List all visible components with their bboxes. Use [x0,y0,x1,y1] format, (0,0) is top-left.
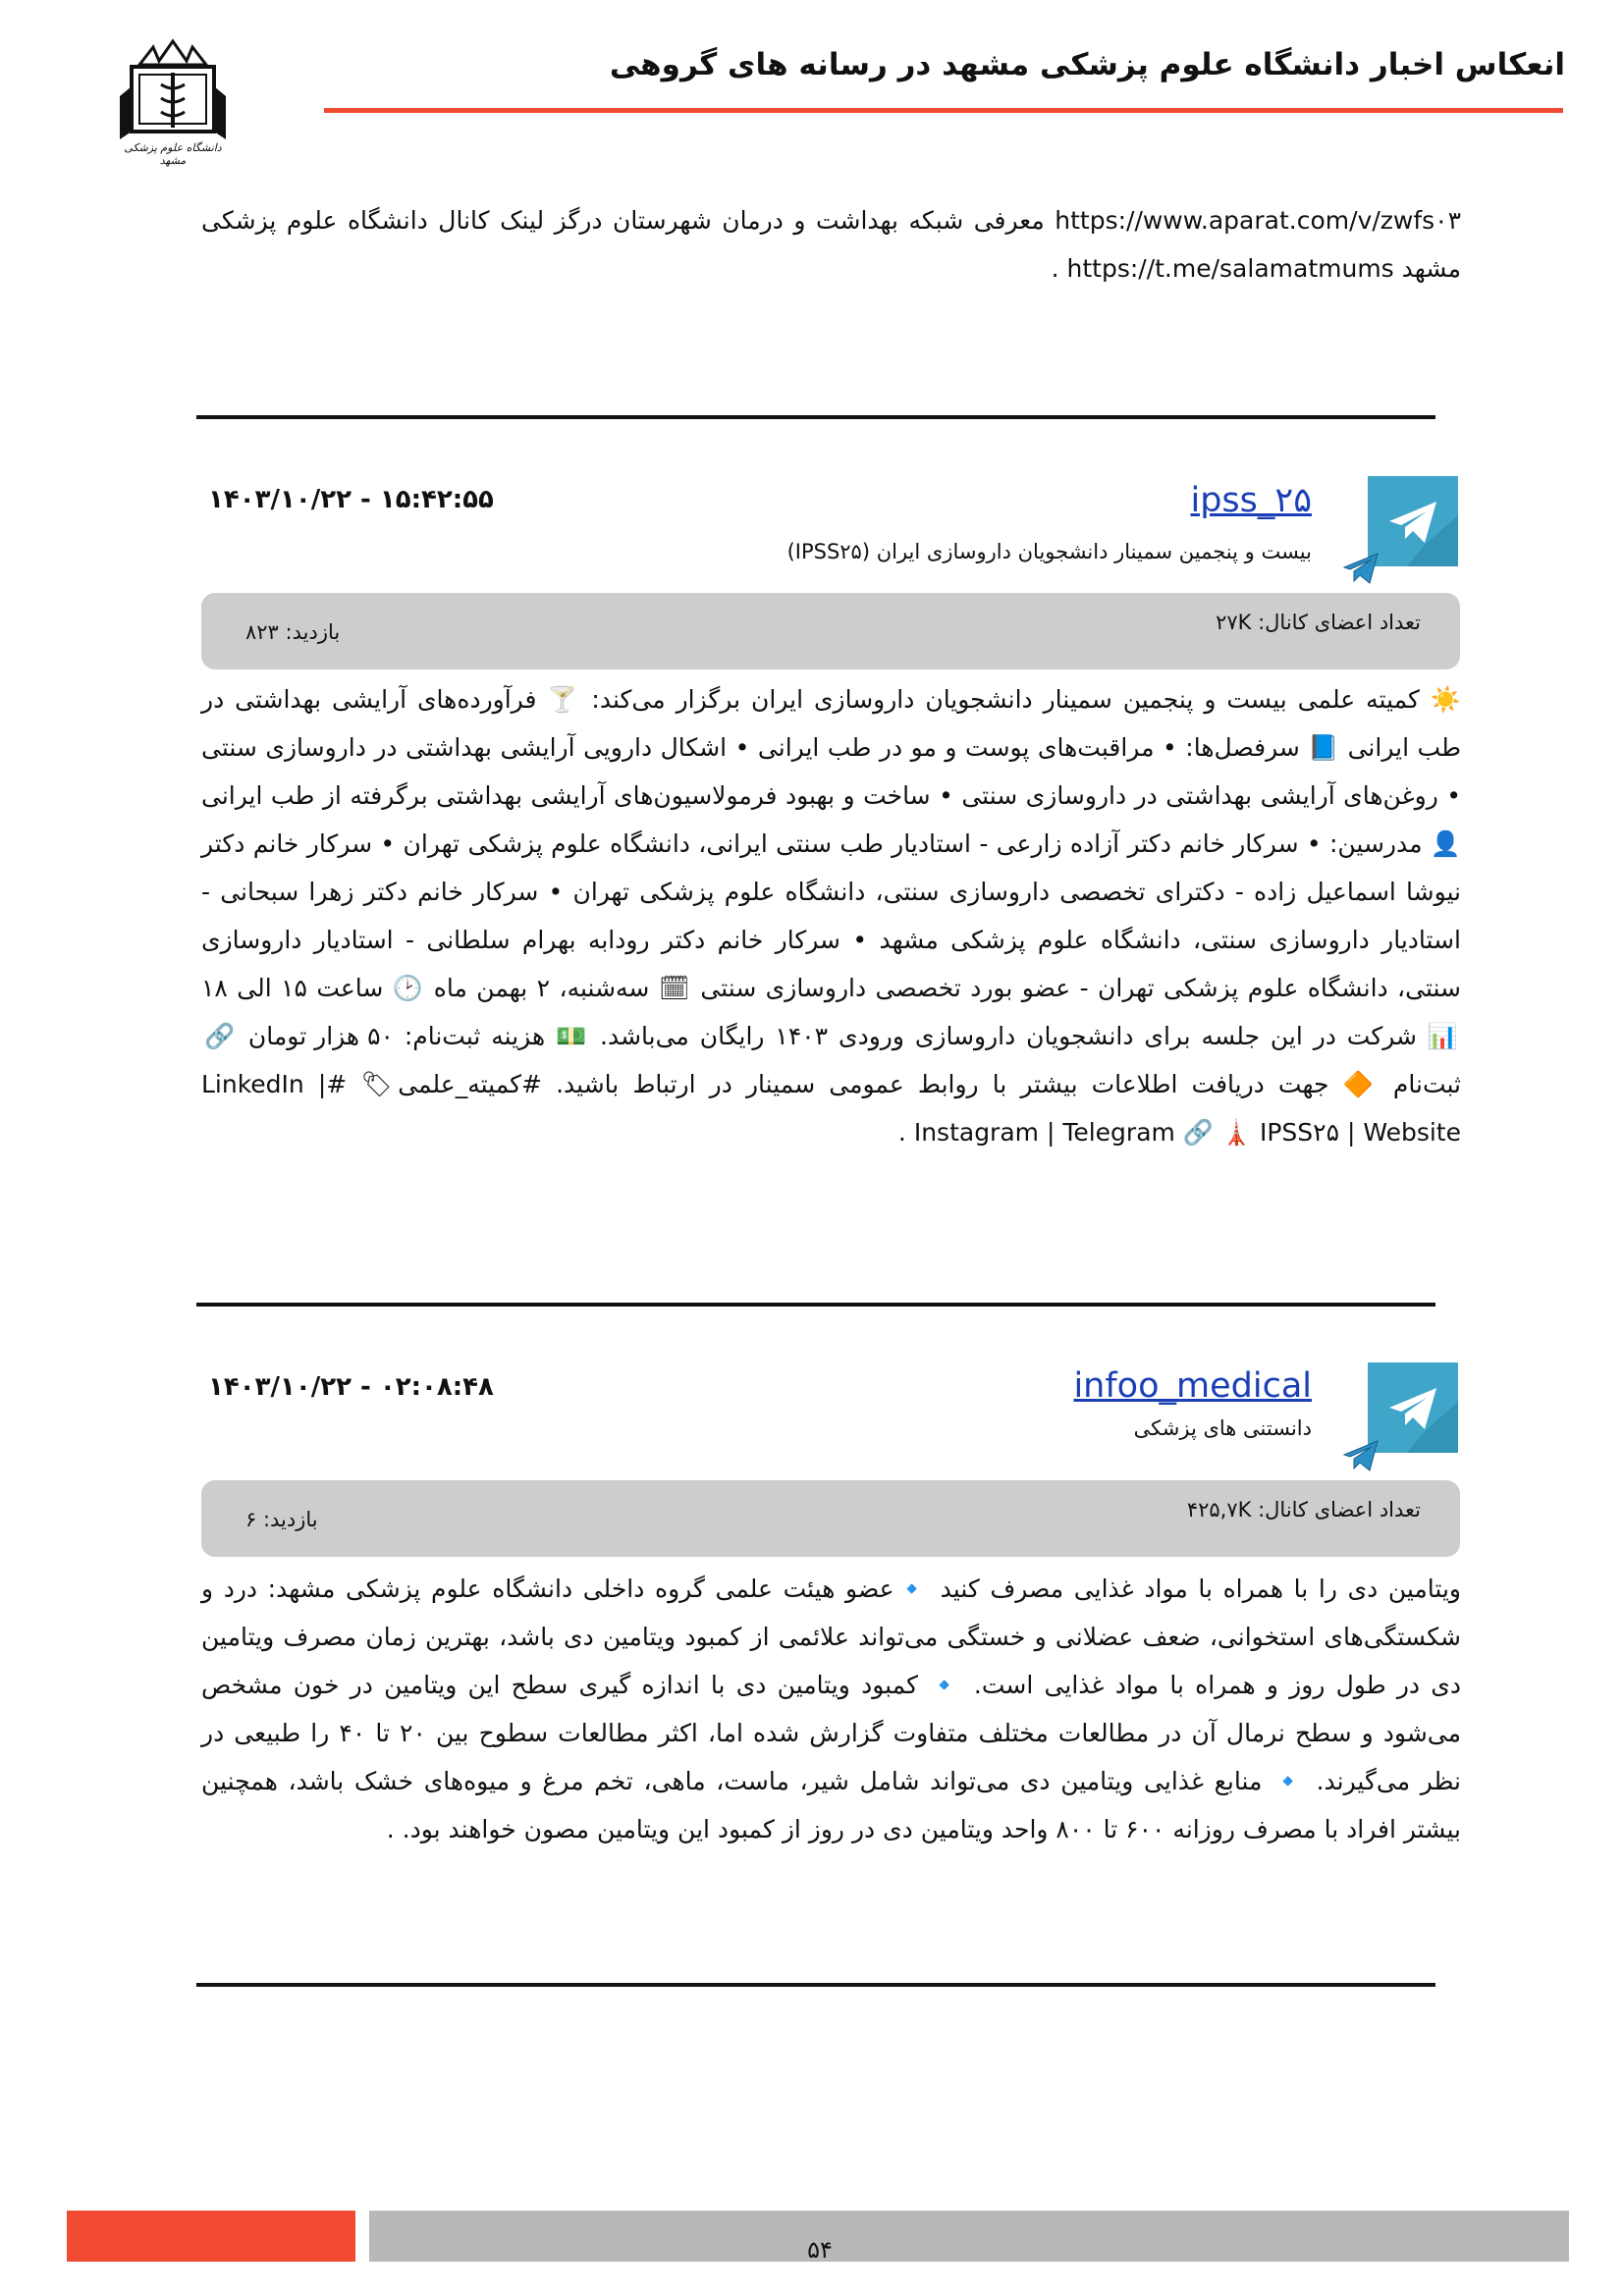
telegram-small-icon [1342,1439,1380,1472]
separator-line [196,1983,1435,1987]
post-1-views-count: بازدید: ۸۲۳ [245,620,341,644]
separator-line [196,1303,1435,1307]
post-2-channel-avatar [1368,1362,1458,1453]
post-2-body: ویتامین دی را با همراه با مواد غذایی مصرف کنید 🔹عضو هیئت علمی گروه داخلی دانشگاه علوم پزشکی مشهد: درد و شکستگی‌های استخوانی، ضعف عضلانی و خستگی می‌تواند علائمی از کمبود ویتامین دی باشد، بهترین زمان مصرف ویتامین دی در طول روز و همراه با مواد غذایی است. 🔹 کمبود ویتامین دی با اندازه گیری سطح این ویتامین در خون مشخص می‌شود و سطح نرمال آن در مطالعات مختلف متفاوت گزارش شده اما، اکثر مطالعات سطوح بین ۲۰ تا ۴۰ را طبیعی در نظر می‌گیرند. 🔹 منابع غذایی ویتامین دی می‌تواند شامل شیر، ماست، ماهی، تخم مرغ و میوه‌های خشک باشد، همچنین بیشتر افراد با مصرف روزانه ۶۰۰ تا ۸۰۰ واحد ویتامین دی در روز از کمبود این ویتامین مصون خواهند بود. . [201,1575,1462,1843]
footer-red-bar [67,2211,355,2262]
university-logo [110,37,236,165]
post-1-members-count: تعداد اعضای کانال: ۲۷K [1216,611,1421,634]
intro-text: https://www.aparat.com/v/zwfs۰۳ معرفی شبکه بهداشت و درمان شهرستان درگز لینک کانال دانشگاه علوم پزشکی مشهد https://t.me/salamatmums . [201,206,1461,283]
post-1-channel-avatar [1368,476,1458,566]
footer-gray-bar [369,2211,1569,2262]
post-2-channel-description: دانستنی های پزشکی [1133,1416,1312,1440]
telegram-small-icon [1342,552,1380,585]
post-2-date: ۱۴۰۳/۱۰/۲۲ - ۰۲:۰۸:۴۸ [208,1372,494,1402]
post-1-channel-link[interactable]: ipss_۲۵ [1190,481,1312,520]
page-number: ۵۴ [807,2236,833,2264]
post-2-views-count: بازدید: ۶ [245,1508,318,1531]
post-2-channel-link[interactable]: infoo_medical [1073,1366,1312,1406]
post-1-date: ۱۴۰۳/۱۰/۲۲ - ۱۵:۴۲:۵۵ [208,485,494,514]
logo-caption: دانشگاه علوم پزشکی مشهد [124,141,222,167]
separator-line [196,415,1435,419]
post-2-members-count: تعداد اعضای کانال: ۴۲۵,۷K [1186,1498,1421,1522]
header-rule [324,108,1563,113]
post-2-stats-box [201,1480,1460,1557]
telegram-icon [1368,1362,1458,1453]
telegram-icon [1368,476,1458,566]
post-1-stats-box [201,593,1460,669]
post-1-channel-description: بیست و پنجمین سمینار دانشجویان داروسازی ایران (IPSS۲۵) [786,540,1312,563]
post-1-body: ☀️ کمیته علمی بیست و پنجمین سمینار دانشجویان داروسازی ایران برگزار می‌کند: 🍸 فرآورده‌های آرایشی بهداشتی در طب ایرانی 📘 سرفصل‌ها: • مراقبت‌های پوست و مو در طب ایرانی • اشکال دارویی آرایشی بهداشتی در داروسازی سنتی • روغن‌های آرایشی بهداشتی در داروسازی سنتی • ساخت و بهبود فرمولاسیون‌های آرایشی بهداشتی برگرفته از طب ایرانی 👤 مدرسین: • سرکار خانم دکتر آزاده زارعی - استادیار طب سنتی ایرانی، دانشگاه علوم پزشکی تهران • سرکار خانم دکتر نیوشا اسماعیل زاده - دکترای تخصصی داروسازی سنتی، دانشگاه علوم پزشکی تهران • سرکار خانم دکتر زهرا سبحانی - استادیار داروسازی سنتی، دانشگاه علوم پزشکی مشهد • سرکار خانم دکتر رودابه بهرام سلطانی - استادیار داروسازی سنتی، دانشگاه علوم پزشکی تهران - عضو بورد تخصصی داروسازی سنتی 🗓 سه‌شنبه، ۲ بهمن ماه 🕑 ساعت ۱۵ الی ۱۸ 📊 شرکت در این جلسه برای دانشجویان داروسازی ورودی ۱۴۰۳ رایگان می‌باشد. 💵 هزینه ثبت‌نام: ۵۰ هزار تومان 🔗 ثبت‌نام 🔶 جهت دریافت اطلاعات بیشتر با روابط عمومی سمینار در ارتباط باشید. #کمیته_علمی🏷 #LinkedIn | Instagram | Telegram 🔗 🗼 IPSS۲۵ | Website . [201,685,1461,1147]
header-title: انعکاس اخبار دانشگاه علوم پزشکی مشهد در رسانه های گروهی [609,47,1565,82]
